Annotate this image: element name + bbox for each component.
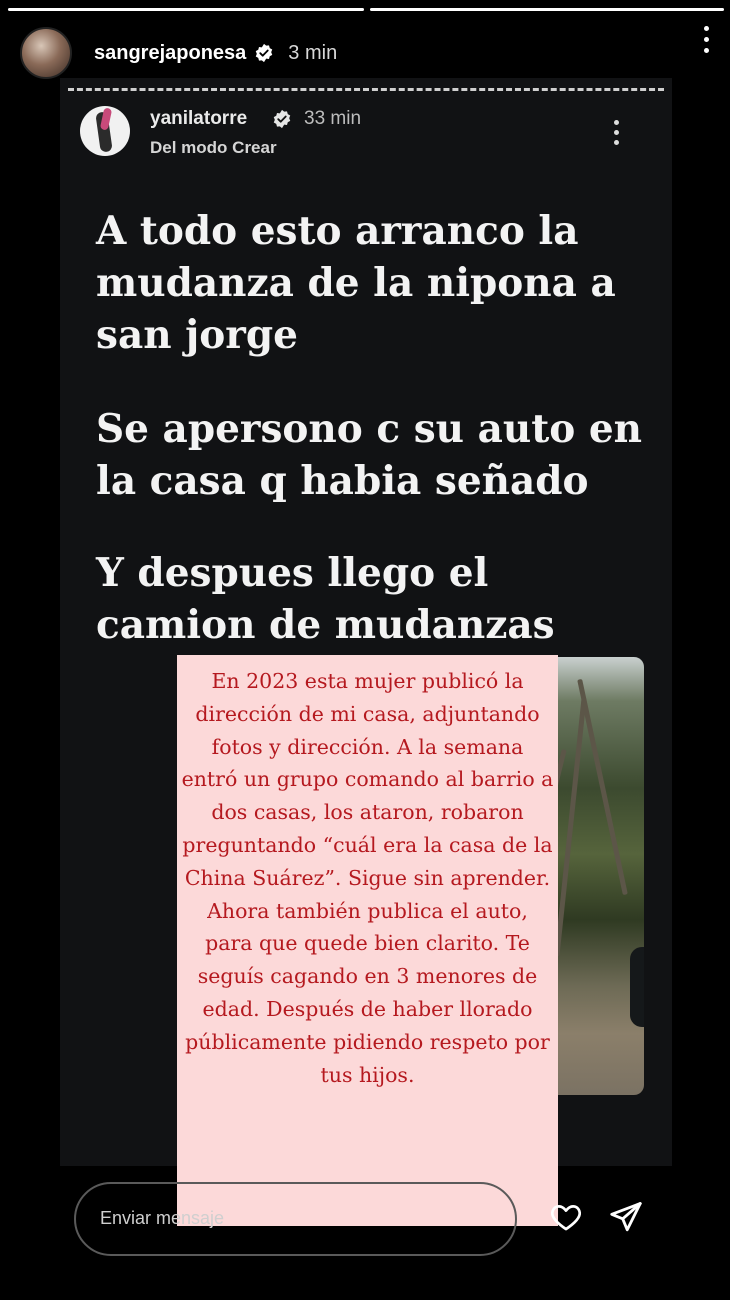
reshared-avatar[interactable] [80,106,130,156]
story-header [20,24,710,82]
reshared-text-block-3: Y despues llego el camion de mudanzas [96,550,555,648]
text-note-overlay [177,655,558,1226]
story-time: 3 min [288,41,338,64]
story-username[interactable]: sangrejaponesa [94,41,247,64]
reshared-time: 33 min [304,108,362,129]
verified-badge-icon [272,109,292,129]
more-options-icon[interactable] [702,26,710,58]
story-progress-segment-1 [8,8,364,11]
reshared-text-block-2: Se apersono c su auto en la casa q habia señado [96,406,642,504]
reshared-more-options-icon[interactable] [612,120,620,150]
reply-placeholder: Enviar mensaje [100,1208,225,1228]
like-heart-icon[interactable] [548,1200,584,1234]
story-progress-segment-2 [370,8,724,11]
avatar[interactable] [20,27,72,79]
reshared-text-block-1: A todo esto arranco la mudanza de la nipona a san jorge [96,208,616,358]
send-icon[interactable] [608,1199,644,1235]
verified-badge-icon [254,43,274,63]
reshared-post-header [80,102,650,162]
reshared-username[interactable]: yanilatorre [150,108,248,129]
note-text: En 2023 esta mujer publicó la dirección de mi casa, adjuntando fotos y dirección. A la semana entró un grupo comando al barrio a dos casas, los ataron, robaron preguntando “cuál era la casa de la China Suárez”. Sigue sin aprender. Ahora también publica el auto, para que quede bien clarito. Te seguís cagando en 3 menores de edad. Después de haber llorado públicamente pidiendo respeto por tus hijos. [181,669,554,1087]
reply-input[interactable] [74,1182,517,1256]
dashed-divider [68,88,664,91]
reshared-subtitle: Del modo Crear [150,138,277,157]
